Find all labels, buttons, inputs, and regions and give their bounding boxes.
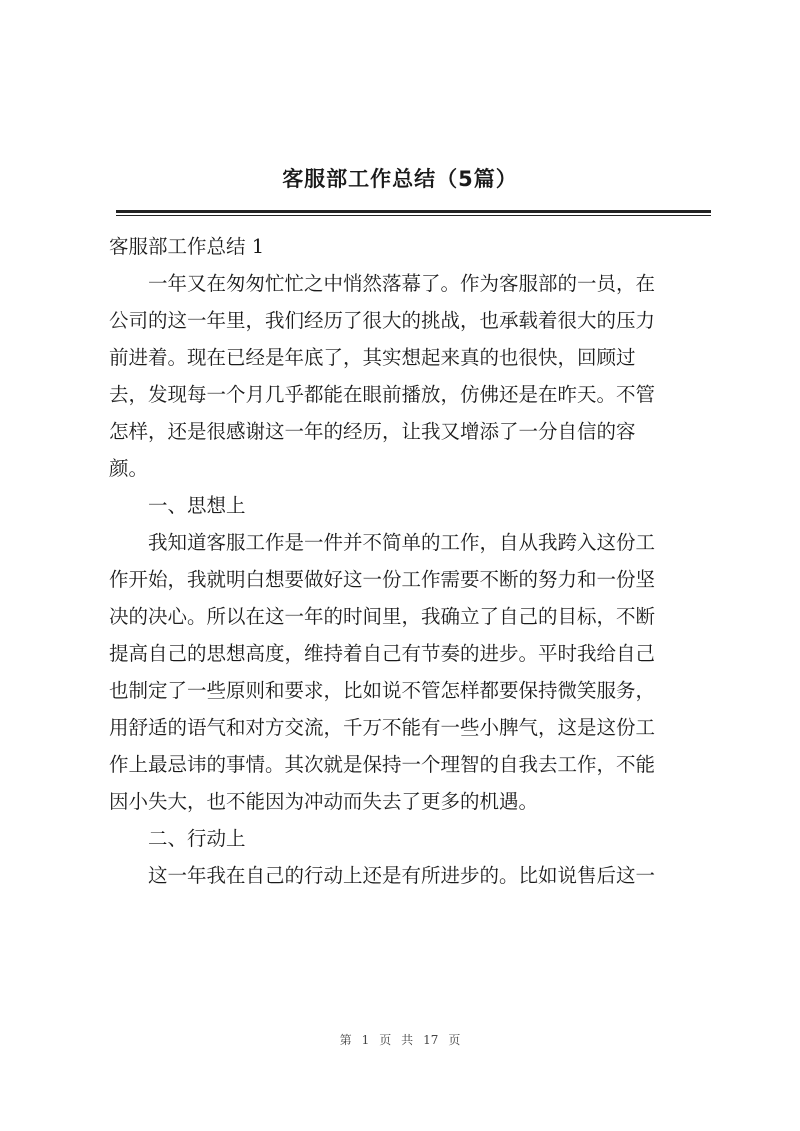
document-body [109,228,711,894]
title-divider [116,210,711,216]
footer-prefix: 第 [339,1033,352,1047]
footer-total-pages: 17 [423,1033,439,1047]
paragraph-line: 去，发现每一个月几乎都能在眼前播放，仿佛还是在昨天。不管 [109,383,656,406]
paragraph-line: 也制定了一些原则和要求，比如说不管怎样都要保持微笑服务， [109,679,656,702]
footer-suffix: 页 [448,1033,461,1047]
section-heading: 客服部工作总结 1 [109,235,265,258]
paragraph-line: 怎样，还是很感谢这一年的经历，让我又增添了一分自信的容 [109,420,636,443]
document-title: 客服部工作总结（5篇） [282,167,518,191]
paragraph-line: 因小失大，也不能因为冲动而失去了更多的机遇。 [109,790,539,813]
subheading-action: 二、行动上 [109,827,246,850]
paragraph-line: 颜。 [109,457,149,480]
paragraph-line: 这一年我在自己的行动上还是有所进步的。比如说售后这一 [109,864,656,887]
paragraph-line: 作上最忌讳的事情。其次就是保持一个理智的自我去工作，不能 [109,753,656,776]
subheading-thought: 一、思想上 [109,494,246,517]
footer-middle: 页 共 [379,1033,414,1047]
paragraph-line: 公司的这一年里，我们经历了很大的挑战，也承载着很大的压力 [109,309,656,332]
paragraph-line: 一年又在匆匆忙忙之中悄然落幕了。作为客服部的一员，在 [109,272,656,295]
page-footer [0,1031,800,1048]
footer-page-number: 1 [361,1033,370,1047]
paragraph-line: 前进着。现在已经是年底了，其实想起来真的也很快，回顾过 [109,346,636,369]
paragraph-line: 用舒适的语气和对方交流，千万不能有一些小脾气，这是这份工 [109,716,656,739]
paragraph-line: 作开始，我就明白想要做好这一份工作需要不断的努力和一份坚 [109,568,656,591]
paragraph-line: 决的决心。所以在这一年的时间里，我确立了自己的目标，不断 [109,605,656,628]
paragraph-line: 提高自己的思想高度，维持着自己有节奏的进步。平时我给自己 [109,642,656,665]
paragraph-line: 我知道客服工作是一件并不简单的工作，自从我跨入这份工 [109,531,656,554]
